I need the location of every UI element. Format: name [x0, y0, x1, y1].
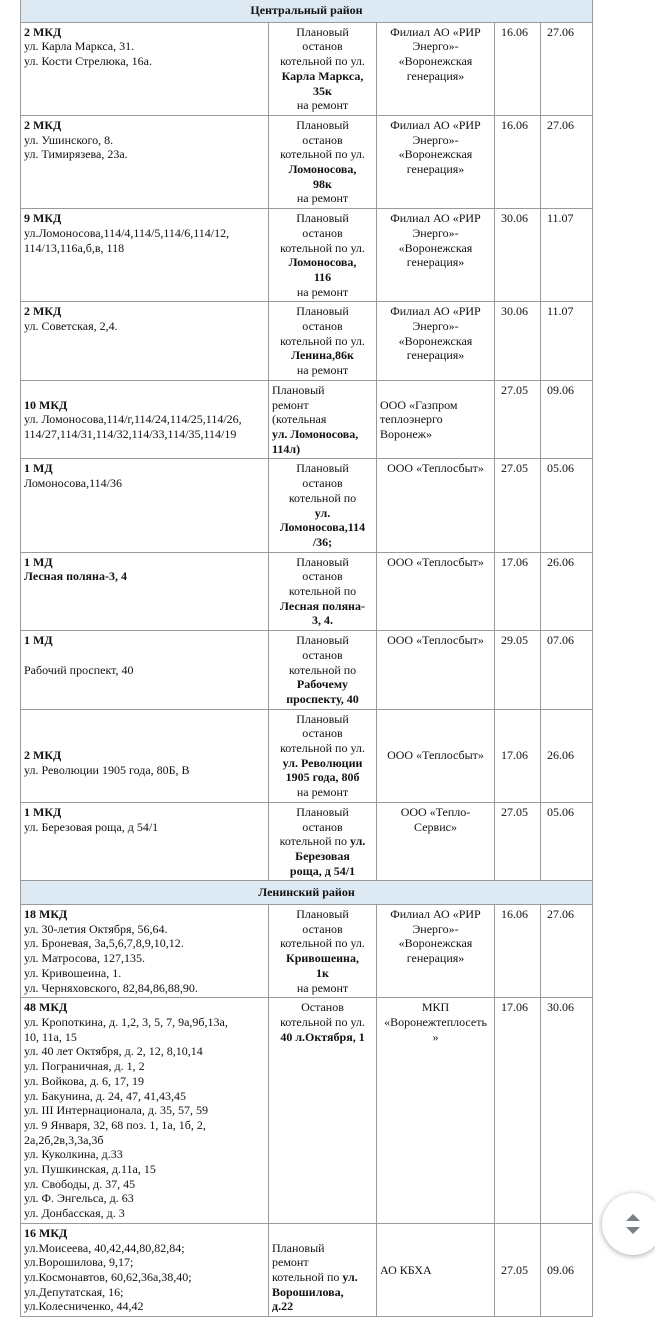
end-date: 27.06	[541, 22, 593, 115]
reason-line: ул. Революции	[282, 755, 363, 770]
address-cell	[21, 802, 269, 881]
reason-line: на ремонт	[296, 785, 349, 800]
schedule-table-body	[21, 0, 593, 1317]
reason-line: останов	[302, 39, 343, 54]
address-line: ул.Моисеева, 40,42,44,80,82,84;	[24, 1240, 185, 1255]
organization-cell	[377, 709, 495, 802]
end-date: 09.06	[541, 1223, 593, 1316]
reason-line: 1905 года, 80б	[285, 770, 360, 785]
reason-line: ул.	[349, 834, 366, 849]
reason-line: на ремонт	[296, 191, 349, 206]
reason-line: 3, 4.	[312, 613, 333, 628]
table-row	[21, 380, 593, 459]
reason-cell	[269, 209, 377, 302]
organization-line: Энерго»-	[412, 921, 459, 936]
reason-line: останов	[302, 921, 343, 936]
building-count: 1 МД	[24, 633, 53, 648]
reason-line: котельной по ул.	[280, 741, 365, 756]
address-cell	[21, 115, 269, 208]
address-line: ул. Броневая, 3а,5,6,7,8,9,10,12.	[24, 936, 184, 951]
organization-cell	[377, 802, 495, 881]
reason-line: 40 л.Октября, 1	[280, 1029, 365, 1044]
address-line: ул. Кости Стрелюка, 16а.	[24, 54, 152, 69]
reason-line: ул.	[342, 1269, 358, 1284]
reason-line: котельной по ул.	[280, 147, 365, 162]
address-line: ул.Депутатская, 16;	[24, 1284, 124, 1299]
organization-line: АО КБХА	[380, 1262, 432, 1277]
table-row	[21, 552, 593, 631]
address-cell	[21, 631, 269, 710]
start-date: 27.05	[495, 459, 541, 552]
reason-line: Кривошеина,	[286, 951, 359, 966]
organization-cell	[377, 631, 495, 710]
building-count: 1 МКД	[24, 804, 62, 819]
start-date: 27.05	[495, 802, 541, 881]
organization-line: генерация»	[406, 255, 465, 270]
reason-line: (котельная	[272, 412, 327, 427]
building-count: 2 МКД	[24, 304, 62, 319]
start-date: 17.06	[495, 552, 541, 631]
address-line: ул. Революции 1905 года, 80Б, В	[24, 763, 190, 778]
reason-line: котельной по ул.	[272, 1269, 358, 1284]
address-line: ул.Ломоносова,114/4,114/5,114/6,114/12,	[24, 225, 230, 240]
reason-line: останов	[302, 647, 343, 662]
building-count: 18 МКД	[24, 907, 68, 922]
address-line: ул. Ушинского, 8.	[24, 132, 114, 147]
reason-line: Плановый	[296, 117, 349, 132]
start-date: 30.06	[495, 209, 541, 302]
scroll-button[interactable]	[602, 1193, 655, 1255]
address-line: ул. 9 Января, 32, 68 поз. 1, 1а, 1б, 2,	[24, 1117, 206, 1132]
address-cell	[21, 380, 269, 459]
building-count: 10 МКД	[24, 397, 68, 412]
address-line: ул. Бакунина, д. 24, 47, 41,43,45	[24, 1088, 187, 1103]
blank-line	[24, 648, 265, 663]
organization-line: генерация»	[406, 348, 465, 363]
address-line: ул. Тимирязева, 23а.	[24, 147, 128, 162]
address-line: 10, 11а, 15	[24, 1029, 77, 1044]
organization-line: ООО «Теплосбыт»	[387, 633, 484, 648]
address-line: Лесная поляна-3, 4	[24, 569, 127, 584]
reason-cell	[269, 709, 377, 802]
reason-line: 1к	[316, 965, 329, 980]
table-row	[21, 115, 593, 208]
organization-line: «Воронежская	[398, 936, 473, 951]
building-count: 16 МКД	[24, 1225, 68, 1240]
blank-line	[24, 383, 265, 398]
organization-line: Энерго»-	[412, 319, 459, 334]
address-line: 114/27,114/31,114/32,114/33,114/35,114/19	[24, 426, 237, 441]
organization-line: Филиал АО «РИР	[390, 907, 481, 922]
address-line: ул. Кривошеина, 1.	[24, 965, 122, 980]
blank-line	[272, 1226, 373, 1241]
organization-line: ООО «Газпром	[380, 397, 458, 412]
reason-line: Плановый	[296, 24, 349, 39]
reason-cell	[269, 302, 377, 381]
reason-line: ул. Ломоносова,	[272, 426, 359, 441]
reason-line: котельной по ул.	[280, 54, 365, 69]
end-date: 05.06	[541, 802, 593, 881]
reason-line: Рабочему	[296, 677, 349, 692]
reason-line: котельной по ул.	[280, 333, 365, 348]
reason-line: Карла Маркса,	[281, 68, 364, 83]
start-date: 17.06	[495, 709, 541, 802]
end-date: 11.07	[541, 209, 593, 302]
reason-line: котельной по	[288, 584, 357, 599]
table-row	[21, 209, 593, 302]
district-name: Ленинский район	[21, 881, 593, 905]
address-cell	[21, 1223, 269, 1316]
organization-cell	[377, 380, 495, 459]
address-cell	[21, 22, 269, 115]
building-count: 2 МКД	[24, 24, 62, 39]
reason-line: Плановый	[296, 211, 349, 226]
reason-cell	[269, 1223, 377, 1316]
reason-line: Останов	[301, 1000, 344, 1015]
start-date: 16.06	[495, 905, 541, 998]
organization-cell	[377, 209, 495, 302]
address-cell	[21, 709, 269, 802]
start-date: 16.06	[495, 115, 541, 208]
end-date: 27.06	[541, 905, 593, 998]
organization-line: ООО «Тепло-	[400, 804, 471, 819]
reason-line: Плановый	[296, 711, 349, 726]
reason-line: 98к	[313, 176, 332, 191]
reason-cell	[269, 380, 377, 459]
address-line: ул. Ломоносова,114/г,114/24,114/25,114/26,	[24, 412, 242, 427]
organization-line: Воронеж»	[380, 426, 433, 441]
organization-cell	[377, 115, 495, 208]
address-line: ул. Ф. Энгельса, д. 63	[24, 1191, 134, 1206]
organization-line: Филиал АО «РИР	[390, 304, 481, 319]
address-line: ул. Кропоткина, д. 1,2, 3, 5, 7, 9а,9б,13а,	[24, 1015, 228, 1029]
building-count: 2 МКД	[24, 748, 62, 763]
reason-line: Плановый	[296, 554, 349, 569]
reason-line: ремонт	[272, 1255, 309, 1270]
organization-line: ООО «Теплосбыт»	[387, 554, 484, 569]
address-line: ул.Космонавтов, 60,62,36а,38,40;	[24, 1269, 192, 1284]
reason-line: на ремонт	[296, 363, 349, 378]
address-line: ул. III Интернационала, д. 35, 57, 59	[24, 1103, 208, 1118]
reason-line: останов	[302, 569, 343, 584]
address-line: Рабочий проспект, 40	[24, 662, 134, 677]
organization-line: Филиал АО «РИР	[390, 24, 481, 39]
reason-line: 35к	[313, 83, 332, 98]
reason-line: 116	[313, 269, 332, 284]
address-line: 114/13,116а,б,в, 118	[24, 240, 125, 255]
reason-line: Плановый	[296, 907, 349, 922]
schedule-table	[20, 0, 593, 1317]
reason-line: котельной по ул.	[279, 834, 366, 849]
organization-line: теплоэнерго	[380, 412, 443, 427]
organization-cell	[377, 22, 495, 115]
reason-line: Плановый	[296, 461, 349, 476]
reason-line: проспекту, 40	[286, 691, 359, 706]
address-line: ул. 30-летия Октября, 56,64.	[24, 921, 168, 936]
address-line: ул. Пограничная, д. 1, 2	[24, 1059, 145, 1074]
organization-line: «Воронежская	[398, 333, 473, 348]
address-line: ул. Черняховского, 82,84,86,88,90.	[24, 980, 198, 995]
organization-line: «Воронежтеплосеть	[384, 1015, 487, 1029]
reason-cell	[269, 22, 377, 115]
organization-line: «Воронежская	[398, 147, 473, 162]
reason-line: Плановый	[296, 304, 349, 319]
address-line: ул. Пушкинская, д.11а, 15	[24, 1162, 156, 1177]
building-count: 2 МКД	[24, 117, 62, 132]
district-name: Центральный район	[21, 0, 593, 22]
organization-line: Энерго»-	[412, 225, 459, 240]
table-row	[21, 802, 593, 881]
reason-line: Ломоносова,114	[279, 520, 366, 535]
address-line: ул. Войкова, д. 6, 17, 19	[24, 1073, 145, 1088]
reason-line: на ремонт	[296, 284, 349, 299]
reason-line: останов	[302, 225, 343, 240]
table-row	[21, 22, 593, 115]
reason-line: останов	[302, 319, 343, 334]
address-line: ул. Матросова, 127,135.	[24, 951, 145, 966]
end-date: 27.06	[541, 115, 593, 208]
start-date: 29.05	[495, 631, 541, 710]
table-row	[21, 709, 593, 802]
end-date: 26.06	[541, 552, 593, 631]
address-line: ул. Карла Маркса, 31.	[24, 39, 135, 54]
table-row	[21, 905, 593, 998]
address-cell	[21, 209, 269, 302]
organization-cell	[377, 459, 495, 552]
address-line: 2а,2б,2в,3,3а,3б	[24, 1132, 104, 1147]
reason-cell	[269, 905, 377, 998]
address-line: ул.Колесниченко, 44,42	[24, 1299, 144, 1314]
address-line: ул. Свободы, д. 37, 45	[24, 1176, 136, 1191]
building-count: 48 МКД	[24, 1000, 68, 1015]
reason-cell	[269, 552, 377, 631]
organization-line: Энерго»-	[412, 132, 459, 147]
organization-cell	[377, 905, 495, 998]
organization-line: ООО «Теплосбыт»	[387, 461, 484, 476]
reason-line: Ленина,86к	[291, 348, 354, 363]
organization-line: МКП	[421, 1000, 450, 1015]
table-row	[21, 1223, 593, 1316]
reason-line: Плановый	[272, 1240, 325, 1255]
start-date: 17.06	[495, 998, 541, 1224]
address-line: ул.Ворошилова, 9,17;	[24, 1255, 134, 1270]
reason-line: Ломоносова,	[288, 162, 357, 177]
district-header-row	[21, 0, 593, 22]
address-cell	[21, 302, 269, 381]
reason-line: роща, д 54/1	[289, 863, 356, 878]
blank-line	[24, 734, 265, 749]
address-cell	[21, 552, 269, 631]
reason-cell	[269, 115, 377, 208]
reason-line: котельной по ул.	[280, 240, 365, 255]
end-date: 05.06	[541, 459, 593, 552]
organization-line: Филиал АО «РИР	[390, 211, 481, 226]
end-date: 30.06	[541, 998, 593, 1224]
organization-line: »	[432, 1029, 439, 1044]
organization-line: Энерго»-	[412, 39, 459, 54]
reason-line: котельной по	[288, 490, 357, 505]
reason-line: на ремонт	[296, 98, 349, 113]
reason-line: д.22	[272, 1299, 294, 1314]
reason-line: останов	[302, 726, 343, 741]
reason-cell	[269, 631, 377, 710]
organization-cell	[377, 1223, 495, 1316]
organization-line: Филиал АО «РИР	[390, 117, 481, 132]
reason-line: Ломоносова,	[288, 255, 357, 270]
table-row	[21, 459, 593, 552]
district-header-row	[21, 881, 593, 905]
reason-line: Березовая	[295, 848, 350, 863]
address-line: ул. Донбасская, д. 3	[24, 1206, 125, 1221]
reason-line: Лесная поляна-	[280, 598, 365, 613]
start-date: 27.05	[495, 1223, 541, 1316]
reason-line: котельной по ул.	[280, 936, 365, 951]
reason-line: ремонт	[272, 397, 309, 412]
address-line: ул. Березовая роща, д 54/1	[24, 819, 159, 834]
organization-cell	[377, 552, 495, 631]
blank-line	[380, 383, 491, 398]
reason-line: останов	[302, 476, 343, 491]
reason-line: /36;	[312, 534, 333, 549]
reason-line: останов	[302, 819, 343, 834]
organization-line: Сервис»	[414, 819, 457, 834]
reason-cell	[269, 802, 377, 881]
reason-line: 114л)	[272, 441, 301, 456]
table-row	[21, 302, 593, 381]
organization-line: ООО «Теплосбыт»	[387, 748, 484, 763]
end-date: 11.07	[541, 302, 593, 381]
end-date: 09.06	[541, 380, 593, 459]
address-line: ул. Советская, 2,4.	[24, 319, 118, 334]
end-date: 07.06	[541, 631, 593, 710]
start-date: 27.05	[495, 380, 541, 459]
organization-line: «Воронежская	[398, 240, 473, 255]
table-row	[21, 631, 593, 710]
reason-line: Плановый	[296, 804, 349, 819]
table-row	[21, 998, 593, 1224]
organization-line: генерация»	[406, 68, 465, 83]
end-date: 26.06	[541, 709, 593, 802]
reason-line: Ворошилова,	[272, 1284, 344, 1299]
address-cell	[21, 998, 269, 1224]
organization-cell	[377, 302, 495, 381]
reason-line: останов	[302, 132, 343, 147]
reason-line: котельной по	[288, 662, 357, 677]
reason-cell	[269, 459, 377, 552]
address-line: ул. Куколкина, д.33	[24, 1147, 123, 1162]
address-line: ул. 40 лет Октября, д. 2, 12, 8,10,14	[24, 1044, 203, 1059]
start-date: 30.06	[495, 302, 541, 381]
organization-cell	[377, 998, 495, 1224]
scroll-updown-icon	[622, 1209, 644, 1239]
building-count: 9 МКД	[24, 211, 62, 226]
reason-line: Плановый	[272, 382, 325, 397]
building-count: 1 МД	[24, 461, 53, 476]
start-date: 16.06	[495, 22, 541, 115]
organization-line: генерация»	[406, 162, 465, 177]
building-count: 1 МД	[24, 554, 53, 569]
reason-cell	[269, 998, 377, 1224]
reason-line: Плановый	[296, 633, 349, 648]
address-cell	[21, 459, 269, 552]
reason-line: на ремонт	[296, 980, 349, 995]
address-line: Ломоносова,114/36	[24, 476, 122, 491]
address-cell	[21, 905, 269, 998]
organization-line: генерация»	[406, 951, 465, 966]
reason-line: котельной по ул.	[280, 1015, 365, 1029]
organization-line: «Воронежская	[398, 54, 473, 69]
reason-line: ул.	[314, 505, 331, 520]
